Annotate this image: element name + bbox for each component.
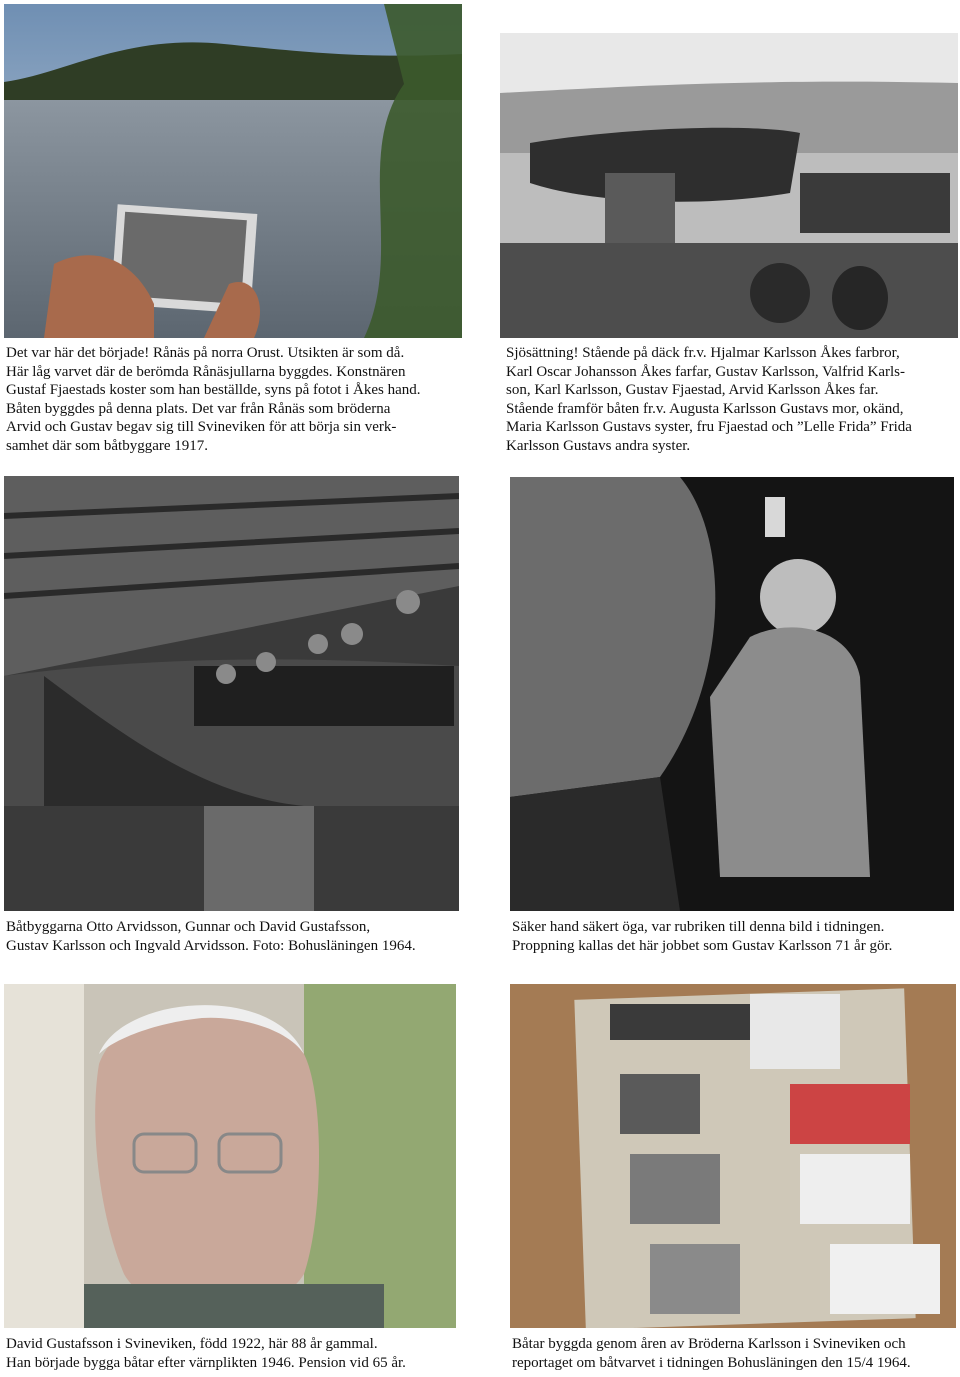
caption-boatbuilders — [6, 918, 416, 955]
caption-line: son, Karl Karlsson, Gustav Fjaestad, Arvid Karlsson Åkes far. — [506, 382, 879, 399]
caption-line: Det var här det började! Rånäs på norra Orust. Utsikten är som då. — [6, 345, 405, 361]
portrait-photo — [4, 984, 456, 1328]
caption-line: Proppning kallas det här jobbet som Gustav Karlsson 71 år gör. — [512, 937, 893, 954]
caption-line: Karl Oscar Johansson Åkes farfar, Gustav Karlsson, Valfrid Karls- — [506, 363, 906, 380]
launch-photo — [500, 33, 958, 338]
newspaper-photo — [510, 984, 956, 1328]
caption-line: Han började bygga båtar efter värnplikten 1946. Pension vid 65 år. — [6, 1354, 406, 1371]
caption-line: reportaget om båtvarvet i tidningen Bohusläningen den 15/4 1964. — [512, 1354, 911, 1371]
caption-line: Här låg varvet där de berömda Rånäsjullarna byggdes. Konstnären — [6, 363, 406, 380]
caption-line: samhet där som båtbyggare 1917. — [6, 437, 209, 454]
caption-proppning — [512, 918, 892, 955]
caption-line: Sjösättning! Stående på däck fr.v. Hjalmar Karlsson Åkes farbror, — [506, 345, 900, 361]
caption-line: Arvid och Gustav begav sig till Svineviken för att börja sin verk- — [6, 419, 397, 436]
caption-line: Stående framför båten fr.v. Augusta Karlsson Gustavs mor, okänd, — [506, 400, 904, 417]
caption-line: Gustaf Fjaestads koster som han beställde, syns på fotot i Åkes hand. — [6, 382, 421, 399]
caption-newspaper — [512, 1335, 911, 1372]
boatbuilders-photo — [4, 476, 459, 911]
caption-line: Båtar byggda genom åren av Bröderna Karlsson i Svineviken och — [512, 1336, 906, 1352]
caption-launch — [506, 344, 912, 456]
proppning-photo — [510, 477, 954, 911]
caption-line: Gustav Karlsson och Ingvald Arvidsson. Foto: Bohusläningen 1964. — [6, 937, 416, 954]
caption-portrait — [6, 1335, 406, 1372]
caption-lake-view — [6, 344, 421, 456]
caption-line: David Gustafsson i Svineviken, född 1922, här 88 år gammal. — [6, 1336, 378, 1352]
caption-line: Båten byggdes på denna plats. Det var från Rånäs som bröderna — [6, 400, 391, 417]
caption-line: Karlsson Gustavs andra syster. — [506, 437, 691, 454]
lake-view-photo — [4, 4, 462, 338]
caption-line: Maria Karlsson Gustavs syster, fru Fjaestad och ”Lelle Frida” Frida — [506, 419, 912, 436]
caption-line: Säker hand säkert öga, var rubriken till denna bild i tidningen. — [512, 919, 885, 935]
caption-line: Båtbyggarna Otto Arvidsson, Gunnar och David Gustafsson, — [6, 919, 371, 935]
